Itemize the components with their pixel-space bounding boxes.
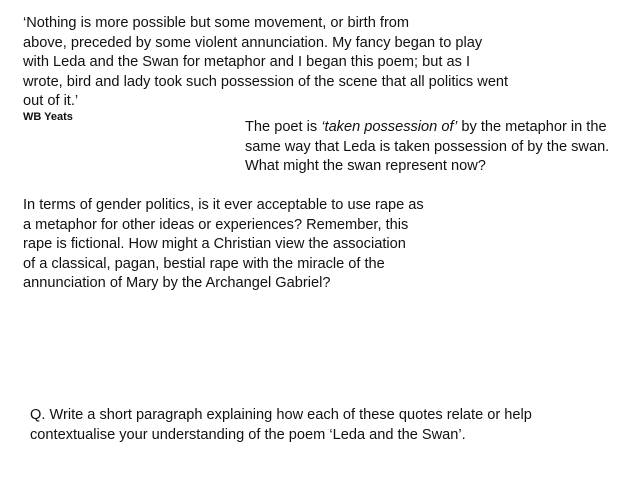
- gender-line: of a classical, pagan, bestial rape with the miracle of the: [23, 255, 385, 272]
- task-line: Q. Write a short paragraph explaining how each of these quotes relate or help: [30, 407, 532, 423]
- quote-line: wrote, bird and lady took such possession of the scene that all politics went: [23, 73, 509, 90]
- possession-line-3: What might the swan represent now?: [245, 158, 486, 175]
- possession-line-1-end: by the metaphor in the: [457, 119, 607, 135]
- gender-line: annunciation of Mary by the Archangel Gabriel?: [23, 275, 331, 292]
- quote-line: above, preceded by some violent annunciation. My fancy began to play: [23, 34, 483, 51]
- task-line: contextualise your understanding of the poem ‘Leda and the Swan’.: [30, 426, 466, 443]
- possession-line-1-start: The poet is: [245, 119, 322, 135]
- possession-quote-italic: ‘taken possession of’: [321, 119, 458, 135]
- quote-attribution: WB Yeats: [23, 111, 73, 123]
- possession-line-2: same way that Leda is taken possession of by the swan.: [245, 138, 610, 155]
- yeats-quote: [23, 14, 508, 112]
- gender-line: rape is fictional. How might a Christian view the association: [23, 236, 406, 253]
- quote-line: with Leda and the Swan for metaphor and I began this poem; but as I: [23, 54, 471, 71]
- possession-line-1: [245, 118, 609, 138]
- gender-line: a metaphor for other ideas or experiences? Remember, this: [23, 216, 409, 233]
- gender-line: In terms of gender politics, is it ever acceptable to use rape as: [23, 197, 424, 213]
- possession-note: [245, 118, 609, 177]
- quote-line: out of it.’: [23, 93, 79, 110]
- task-question: [30, 406, 532, 445]
- gender-politics-question: [23, 196, 424, 294]
- quote-line: ‘Nothing is more possible but some movement, or birth from: [23, 15, 410, 31]
